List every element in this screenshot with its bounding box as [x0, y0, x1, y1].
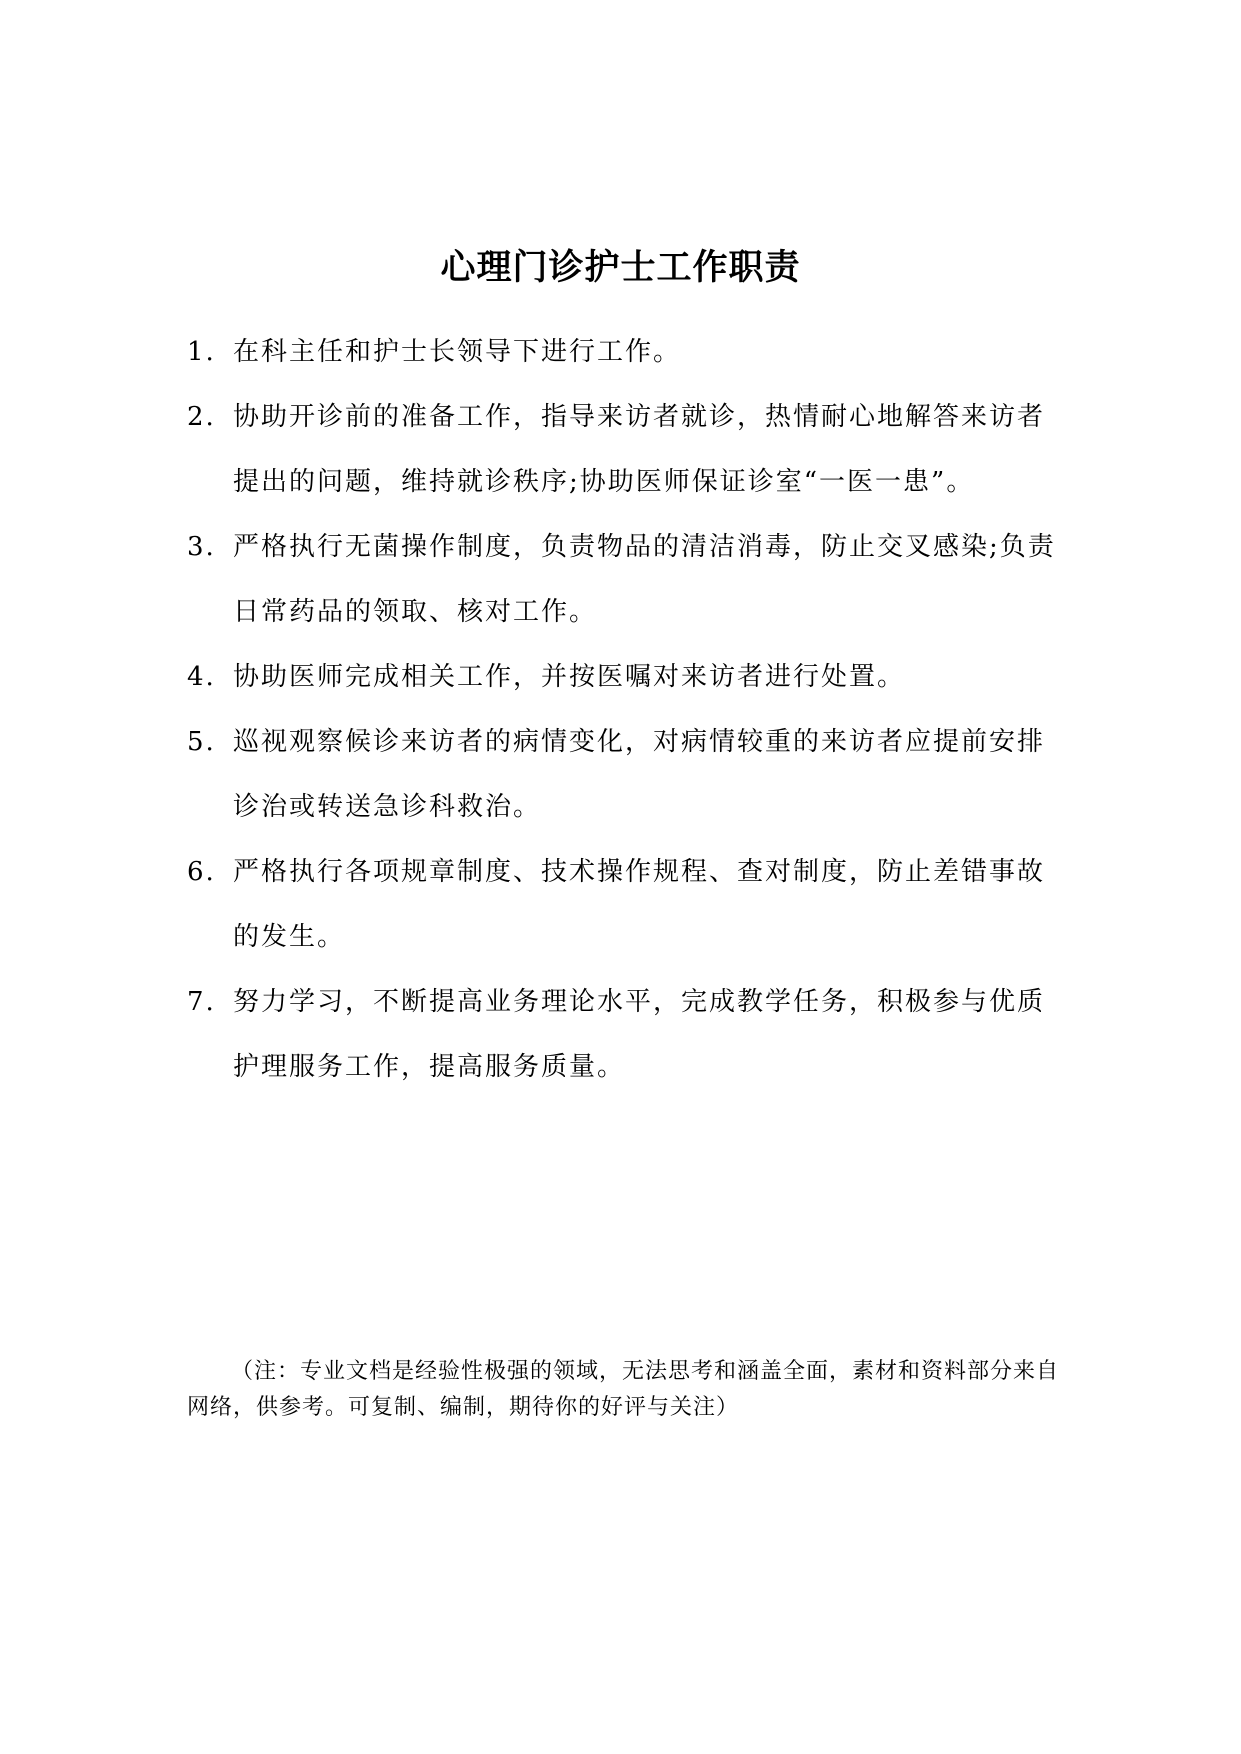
list-item: [187, 320, 1067, 385]
list-item: [187, 515, 1067, 645]
item-text: 协助医师完成相关工作，并按医嘱对来访者进行处置。: [233, 662, 906, 692]
list-item: [187, 385, 1067, 515]
item-number: 7.: [187, 987, 216, 1017]
list-item: [187, 645, 1067, 710]
duty-list: [187, 320, 1067, 1100]
item-number: 4.: [187, 662, 216, 692]
item-text: 严格执行各项规章制度、技术操作规程、查对制度，防止差错事故的发生。: [233, 857, 1046, 952]
item-number: 5.: [187, 727, 216, 757]
list-item: [187, 840, 1067, 970]
item-text: 协助开诊前的准备工作，指导来访者就诊，热情耐心地解答来访者提出的问题，维持就诊秩序;协助医师保证诊室“一医一患”。: [233, 402, 1046, 497]
item-number: 6.: [187, 857, 216, 887]
item-number: 3.: [187, 532, 216, 562]
item-text: 严格执行无菌操作制度，负责物品的清洁消毒，防止交叉感染;负责日常药品的领取、核对工作。: [233, 532, 1056, 627]
item-text: 在科主任和护士长领导下进行工作。: [233, 337, 682, 367]
list-item: [187, 710, 1067, 840]
item-text: 努力学习，不断提高业务理论水平，完成教学任务，积极参与优质护理服务工作，提高服务质量。: [233, 987, 1046, 1082]
footnote: （注：专业文档是经验性极强的领域，无法思考和涵盖全面，素材和资料部分来自网络，供参考。可复制、编制，期待你的好评与关注）: [187, 1359, 1060, 1420]
item-number: 1.: [187, 337, 216, 367]
document-title: 心理门诊护士工作职责: [440, 247, 801, 288]
item-text: 巡视观察候诊来访者的病情变化，对病情较重的来访者应提前安排诊治或转送急诊科救治。: [233, 727, 1046, 822]
list-item: [187, 970, 1067, 1100]
item-number: 2.: [187, 402, 216, 432]
